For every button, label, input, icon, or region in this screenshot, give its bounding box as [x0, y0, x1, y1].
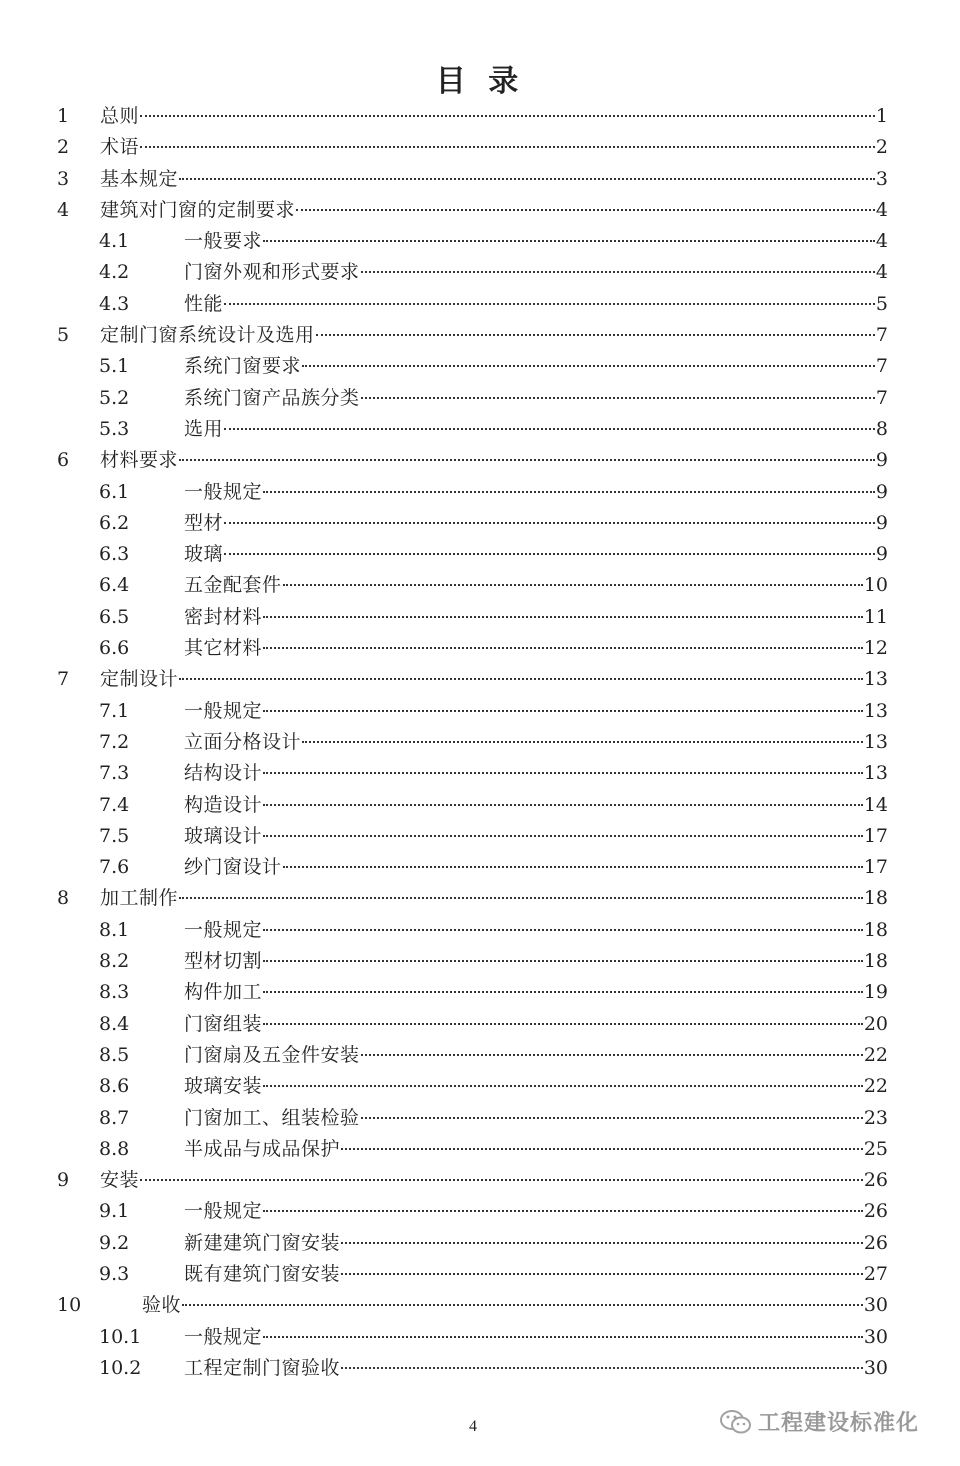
toc-entry-number: 8.2: [99, 950, 130, 973]
dot-leader: [263, 960, 863, 962]
toc-entry-line: [100, 101, 888, 132]
toc-entry-title: 新建建筑门窗安装: [184, 1231, 341, 1254]
toc-entry: [0, 633, 960, 664]
toc-entry: [0, 1196, 960, 1227]
toc-entry: [0, 1259, 960, 1290]
toc-entry-number: 10.2: [99, 1356, 142, 1379]
toc-entry-number: 10.1: [99, 1325, 142, 1348]
toc-entry-title: 构件加工: [184, 981, 263, 1004]
toc-entry-number: 10: [57, 1294, 82, 1317]
toc-entry: [0, 164, 960, 195]
toc-entry-number: 8.6: [99, 1075, 130, 1098]
toc-entry-line: [184, 477, 888, 508]
toc-entry-number: 8.5: [99, 1043, 130, 1066]
toc-entry-line: [100, 664, 888, 695]
toc-entry: [0, 445, 960, 476]
toc-entry-title: 系统门窗要求: [184, 355, 302, 378]
toc-entry-title: 既有建筑门窗安装: [184, 1262, 341, 1285]
toc-entry: [0, 257, 960, 288]
toc-entry-number: 9.1: [99, 1200, 130, 1223]
toc-entry-line: [184, 758, 888, 789]
toc-entry-title: 建筑对门窗的定制要求: [100, 198, 296, 221]
toc-entry-line: [184, 257, 888, 288]
toc-entry: [0, 883, 960, 914]
toc-entry-page: 7: [875, 386, 888, 409]
dot-leader: [283, 866, 863, 868]
toc-entry-page: 7: [875, 324, 888, 347]
toc-entry-title: 基本规定: [100, 167, 179, 190]
dot-leader: [224, 522, 875, 524]
toc-entry-title: 安装: [100, 1169, 140, 1192]
toc-entry-title: 加工制作: [100, 887, 179, 910]
toc-entry-title: 一般规定: [184, 480, 263, 503]
toc-entry-number: 7.1: [99, 699, 130, 722]
toc-entry-line: [184, 633, 888, 664]
watermark-text: 工程建设标准化: [758, 1411, 920, 1436]
toc-entry: [0, 696, 960, 727]
toc-entry-page: 26: [863, 1200, 888, 1223]
toc-entry-number: 2: [57, 136, 70, 159]
toc-entry-title: 一般规定: [184, 699, 263, 722]
dot-leader: [263, 772, 863, 774]
toc-entry-page: 13: [863, 699, 888, 722]
toc-entry-page: 7: [875, 355, 888, 378]
toc-entry-page: 2: [875, 136, 888, 159]
toc-entry-page: 12: [863, 637, 888, 660]
toc-entry-number: 6.5: [99, 605, 130, 628]
toc-entry-title: 总则: [100, 105, 140, 127]
toc-entry-number: 7.2: [99, 730, 130, 753]
toc-entry-title: 定制门窗系统设计及选用: [100, 324, 315, 347]
toc-entry-page: 14: [863, 793, 888, 816]
toc-entry-page: 4: [875, 230, 888, 253]
toc-entry-page: 26: [863, 1231, 888, 1254]
toc-entry-title: 一般规定: [184, 1325, 263, 1348]
toc-entry-line: [184, 539, 888, 570]
toc-entry-page: 9: [875, 543, 888, 566]
toc-entry-title: 型材切割: [184, 950, 263, 973]
toc-entry-page: 9: [875, 449, 888, 472]
dot-leader: [283, 584, 863, 586]
toc-entry-number: 8.1: [99, 918, 130, 941]
toc-entry-number: 6.3: [99, 543, 130, 566]
dot-leader: [263, 1023, 863, 1025]
toc-entry-title: 门窗扇及五金件安装: [184, 1043, 360, 1066]
toc-entry: [0, 1228, 960, 1259]
toc-entry-line: [184, 1071, 888, 1102]
toc-entry: [0, 1009, 960, 1040]
toc-entry-number: 8.7: [99, 1106, 130, 1129]
toc-entry-title: 验收: [142, 1294, 182, 1317]
toc-entry-line: [184, 289, 888, 320]
toc-entry-title: 纱门窗设计: [184, 856, 282, 879]
toc-entry: [0, 1353, 960, 1384]
toc-entry-page: 9: [875, 511, 888, 534]
toc-entry: [0, 946, 960, 977]
dot-leader: [263, 835, 863, 837]
toc-entry-line: [100, 164, 888, 195]
toc-entry: [0, 414, 960, 445]
toc-entry-line: [184, 1322, 888, 1353]
toc-entry-line: [184, 946, 888, 977]
toc-entry-number: 6: [57, 449, 70, 472]
toc-entry-title: 一般规定: [184, 918, 263, 941]
toc-entry-line: [184, 1228, 888, 1259]
toc-entry-number: 5.2: [99, 386, 130, 409]
toc-entry-page: 9: [875, 480, 888, 503]
toc-entry-line: [184, 915, 888, 946]
dot-leader: [263, 240, 875, 242]
toc-entry-page: 18: [863, 887, 888, 910]
toc-entry-line: [184, 1009, 888, 1040]
toc-entry: [0, 570, 960, 601]
toc-entry: [0, 1071, 960, 1102]
toc-entry-title: 术语: [100, 136, 140, 159]
toc-entry-page: 1: [875, 105, 888, 127]
dot-leader: [316, 334, 875, 336]
toc-entry-page: 13: [863, 762, 888, 785]
toc-entry: [0, 852, 960, 883]
toc-entry-title: 门窗加工、组装检验: [184, 1106, 360, 1129]
toc-entry-line: [184, 1134, 888, 1165]
toc-entry-page: 22: [863, 1075, 888, 1098]
toc-entry-title: 五金配套件: [184, 574, 282, 597]
dot-leader: [140, 115, 875, 117]
wechat-icon: [720, 1409, 752, 1435]
toc-entry-page: 18: [863, 918, 888, 941]
toc-entry-title: 门窗组装: [184, 1012, 263, 1035]
toc-entry-title: 其它材料: [184, 637, 263, 660]
toc-entry: [0, 1290, 960, 1321]
toc-entry-page: 17: [863, 856, 888, 879]
toc-entry-title: 结构设计: [184, 762, 263, 785]
dot-leader: [224, 303, 875, 305]
toc-entry-line: [184, 383, 888, 414]
toc-entry-number: 6.1: [99, 480, 130, 503]
toc-entry-title: 选用: [184, 417, 224, 440]
toc-entry-line: [100, 883, 888, 914]
toc-entry-number: 8.8: [99, 1137, 130, 1160]
toc-entry-title: 立面分格设计: [184, 730, 302, 753]
toc-entry-number: 5: [57, 324, 70, 347]
toc-entry-line: [142, 1290, 888, 1321]
toc-entry-line: [184, 570, 888, 601]
dot-leader: [263, 1085, 863, 1087]
toc-entry-line: [100, 445, 888, 476]
toc-entry-page: 30: [863, 1294, 888, 1317]
dot-leader: [179, 178, 875, 180]
dot-leader: [182, 1304, 863, 1306]
dot-leader: [179, 459, 875, 461]
toc-entry-page: 11: [863, 605, 888, 628]
toc-entry-line: [184, 414, 888, 445]
toc-entry-page: 22: [863, 1043, 888, 1066]
toc-entry-number: 6.4: [99, 574, 130, 597]
toc-entry-number: 5.3: [99, 417, 130, 440]
toc-entry: [0, 195, 960, 226]
dot-leader: [224, 553, 875, 555]
dot-leader: [224, 428, 875, 430]
toc-entry-number: 9.3: [99, 1262, 130, 1285]
page-number: 4: [469, 1418, 477, 1435]
dot-leader: [263, 804, 863, 806]
toc-entry: [0, 977, 960, 1008]
toc-entry-page: 5: [875, 292, 888, 315]
watermark: [720, 1406, 919, 1437]
toc-entry-line: [184, 1103, 888, 1134]
toc-entry: [0, 821, 960, 852]
dot-leader: [263, 647, 863, 649]
toc-entry-line: [184, 602, 888, 633]
toc-entry-page: 13: [863, 730, 888, 753]
toc-entry: [0, 383, 960, 414]
toc-entry-line: [184, 821, 888, 852]
dot-leader: [263, 1336, 863, 1338]
dot-leader: [263, 1210, 863, 1212]
toc-entry-page: 4: [875, 261, 888, 284]
toc-entry-line: [184, 977, 888, 1008]
toc-entry-number: 6.6: [99, 637, 130, 660]
toc-entry: [0, 1134, 960, 1165]
toc-entry: [0, 351, 960, 382]
toc-entry-line: [100, 195, 888, 226]
toc-entry: [0, 477, 960, 508]
toc-entry: [0, 508, 960, 539]
toc-entry-number: 4.2: [99, 261, 130, 284]
dot-leader: [361, 271, 875, 273]
toc-entry-line: [184, 1040, 888, 1071]
toc-entry-number: 7.4: [99, 793, 130, 816]
dot-leader: [361, 1054, 863, 1056]
toc-entry: [0, 539, 960, 570]
toc-entry-page: 19: [863, 981, 888, 1004]
toc-entry-page: 18: [863, 950, 888, 973]
dot-leader: [263, 616, 863, 618]
toc-entry-page: 27: [863, 1262, 888, 1285]
dot-leader: [302, 365, 875, 367]
toc-entry-number: 3: [57, 167, 70, 190]
toc-entry: [0, 101, 960, 132]
toc-entry-title: 性能: [184, 292, 224, 315]
toc-entry-title: 定制设计: [100, 668, 179, 691]
toc-entry: [0, 664, 960, 695]
toc-entry: [0, 727, 960, 758]
dot-leader: [296, 209, 875, 211]
toc-entry-number: 8.3: [99, 981, 130, 1004]
toc-entry-number: 7: [57, 668, 70, 691]
toc-entry-title: 材料要求: [100, 449, 179, 472]
toc-entry: [0, 790, 960, 821]
toc-entry-number: 1: [57, 105, 70, 127]
toc-entry-number: 7.5: [99, 824, 130, 847]
toc-entry-page: 25: [863, 1137, 888, 1160]
dot-leader: [263, 491, 875, 493]
toc-entry-line: [184, 508, 888, 539]
toc-entry-line: [184, 1259, 888, 1290]
dot-leader: [341, 1242, 863, 1244]
dot-leader: [361, 1117, 863, 1119]
toc-entry-page: 13: [863, 668, 888, 691]
toc-entry-line: [184, 351, 888, 382]
toc-entry-line: [184, 1353, 888, 1384]
dot-leader: [263, 710, 863, 712]
toc-entry: [0, 132, 960, 163]
dot-leader: [179, 678, 863, 680]
dot-leader: [341, 1367, 863, 1369]
toc-entry-page: 8: [875, 417, 888, 440]
toc-entry-line: [184, 226, 888, 257]
toc-entry: [0, 758, 960, 789]
toc-entry-title: 一般要求: [184, 230, 263, 253]
toc-entry: [0, 602, 960, 633]
toc-entry: [0, 1322, 960, 1353]
toc-entry-page: 10: [863, 574, 888, 597]
toc-entry-title: 工程定制门窗验收: [184, 1356, 341, 1379]
toc-entry-title: 玻璃: [184, 543, 224, 566]
toc-entry-number: 9.2: [99, 1231, 130, 1254]
toc-entry: [0, 915, 960, 946]
page-title: 目 录: [435, 64, 525, 99]
toc-entry: [0, 1103, 960, 1134]
toc-entry-line: [100, 320, 888, 351]
toc-entry: [0, 226, 960, 257]
toc-entry-number: 7.6: [99, 856, 130, 879]
toc-entry-line: [184, 790, 888, 821]
toc-entry-number: 6.2: [99, 511, 130, 534]
toc-entry-number: 5.1: [99, 355, 130, 378]
toc-entry-number: 8.4: [99, 1012, 130, 1035]
toc-entry-number: 4.1: [99, 230, 130, 253]
toc-entry-line: [184, 1196, 888, 1227]
toc-entry-title: 一般规定: [184, 1200, 263, 1223]
toc-entry-title: 半成品与成品保护: [184, 1137, 341, 1160]
toc-entry-number: 4: [57, 198, 70, 221]
toc-entry-line: [100, 1165, 888, 1196]
toc-entry-number: 7.3: [99, 762, 130, 785]
dot-leader: [179, 897, 863, 899]
toc-entry-page: 3: [875, 167, 888, 190]
toc-entry: [0, 1040, 960, 1071]
toc-entry-number: 8: [57, 887, 70, 910]
toc-entry-title: 密封材料: [184, 605, 263, 628]
toc-entry-page: 20: [863, 1012, 888, 1035]
toc-entry-page: 23: [863, 1106, 888, 1129]
dot-leader: [140, 146, 875, 148]
toc-entry-title: 玻璃安装: [184, 1075, 263, 1098]
toc-entry-page: 17: [863, 824, 888, 847]
toc-entry-title: 构造设计: [184, 793, 263, 816]
dot-leader: [302, 741, 863, 743]
toc-entry: [0, 1165, 960, 1196]
dot-leader: [263, 991, 863, 993]
toc-entry: [0, 320, 960, 351]
dot-leader: [361, 397, 875, 399]
toc-entry: [0, 289, 960, 320]
toc-entry-number: 4.3: [99, 292, 130, 315]
toc-entry-line: [184, 727, 888, 758]
toc-entry-title: 玻璃设计: [184, 824, 263, 847]
dot-leader: [140, 1179, 863, 1181]
toc-entry-page: 4: [875, 198, 888, 221]
dot-leader: [341, 1148, 863, 1150]
toc-entry-page: 30: [863, 1356, 888, 1379]
toc-entry-line: [184, 696, 888, 727]
toc-entry-page: 26: [863, 1169, 888, 1192]
toc-entry-line: [184, 852, 888, 883]
dot-leader: [341, 1273, 863, 1275]
toc-entry-title: 型材: [184, 511, 224, 534]
toc-entry-line: [100, 132, 888, 163]
dot-leader: [263, 929, 863, 931]
toc-entry-title: 门窗外观和形式要求: [184, 261, 360, 284]
table-of-contents: [0, 101, 960, 1384]
toc-entry-title: 系统门窗产品族分类: [184, 386, 360, 409]
toc-entry-number: 9: [57, 1169, 70, 1192]
toc-entry-page: 30: [863, 1325, 888, 1348]
